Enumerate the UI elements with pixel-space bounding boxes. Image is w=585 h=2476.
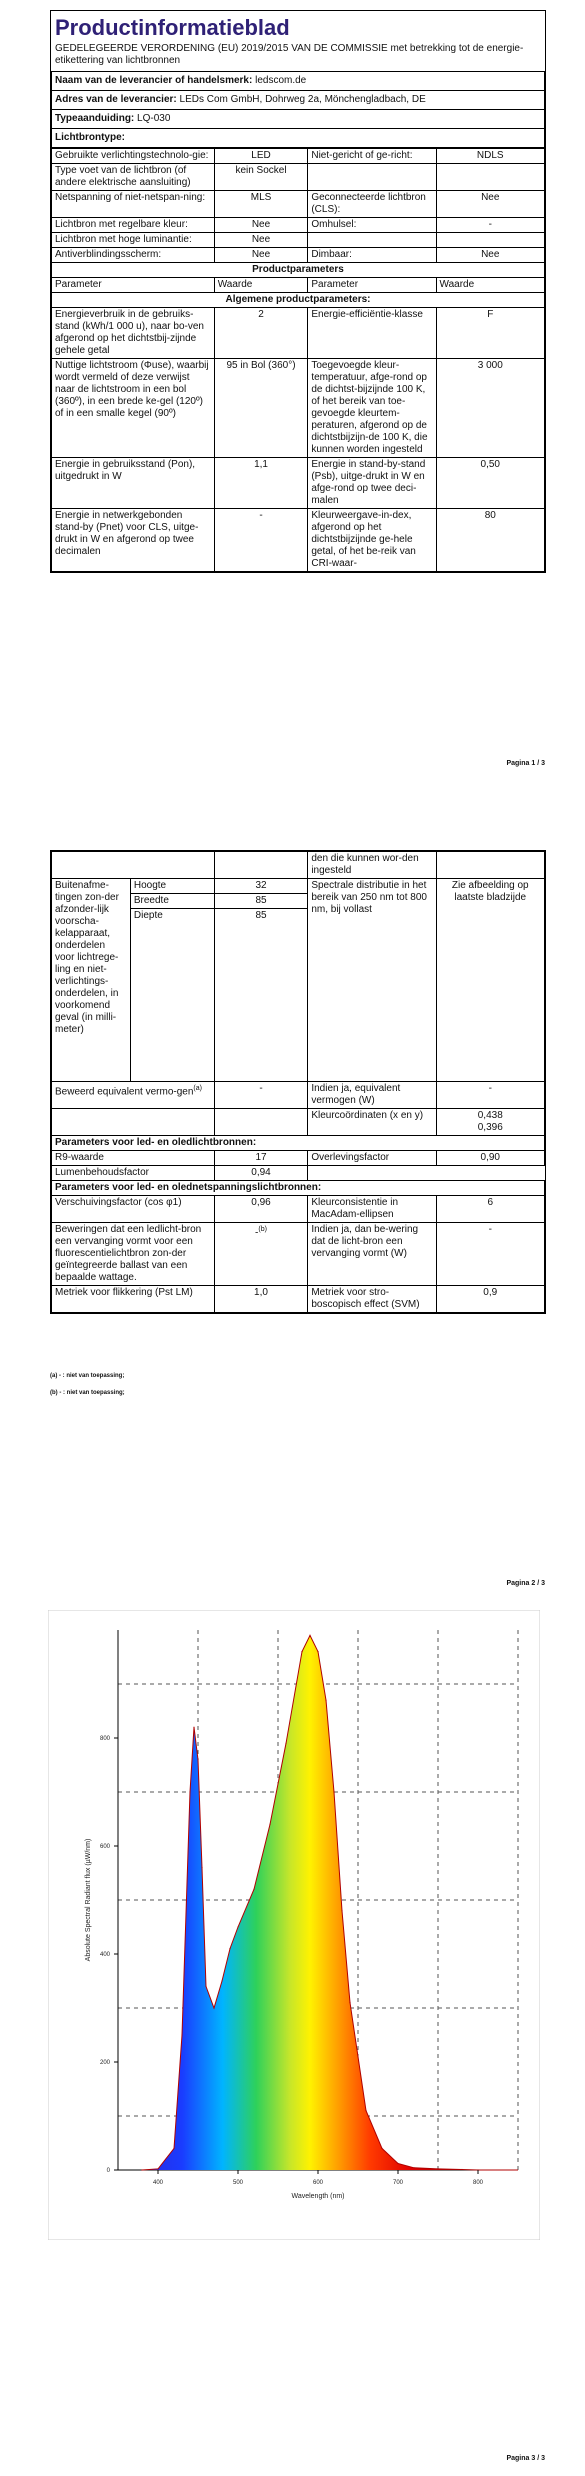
table-row (52, 164, 545, 191)
data-point (201, 1867, 202, 1868)
product-sheet (50, 10, 546, 573)
row-label: Antiverblindingsscherm: (52, 248, 215, 263)
data-point (317, 1651, 318, 1652)
row-value: MLS (214, 191, 308, 218)
strobo-label: Metriek voor stro-boscopisch effect (SVM) (308, 1286, 436, 1313)
claimed-label: Beweerd equivalent vermo-gen (55, 1086, 194, 1098)
table-row (52, 149, 545, 164)
data-point (189, 1791, 190, 1792)
replace-label: Beweringen dat een ledlicht-bron een vervanging vormt voor een fluorescentielichtbron zon-der geïntegreerde ballast van een bepaalde wattage. (52, 1223, 215, 1286)
param-label: Toegevoegde kleur-temperatuur, afge-rond op de dichtst-bijzijnde 100 K, of het bereik van toe-gevoegde kleurtem-peraturen, afgerond op de dichtstbijzijn-de 100 K, die kunnen worden ingesteld (308, 359, 436, 458)
r9-label: R9-waarde (52, 1151, 215, 1166)
table-row (52, 1109, 545, 1136)
claimed-footnote-mark: (a) (193, 1085, 202, 1092)
row-label (308, 164, 436, 191)
data-point (381, 2148, 382, 2149)
data-point (213, 2007, 214, 2008)
param-label: Energie in netwerkgebonden stand-by (Pnet) voor CLS, uitge-drukt in W en afgerond op twee decimalen (52, 509, 215, 572)
section-heading: Algemene productparameters: (52, 293, 545, 308)
data-point (397, 2163, 398, 2164)
table-row (52, 879, 545, 894)
macadam-label: Kleurconsistentie in MacAdam-ellipsen (308, 1196, 436, 1223)
table-row (52, 263, 545, 278)
regulation-subtitle: GEDELEGEERDE VERORDENING (EU) 2019/2015 VAN DE COMMISSIE met betrekking tot de energie-etikettering van lichtbronnen (55, 43, 524, 66)
depth-label: Diepte (130, 909, 214, 1082)
supplier-table (51, 71, 545, 148)
table-row (52, 1181, 545, 1196)
data-point (141, 2169, 142, 2170)
footnote-b: (b) - : niet van toepassing; (50, 1390, 125, 1396)
param-value: 1,1 (214, 458, 308, 509)
param-label: Kleurweergave-in-dex, afgerond op het dichtstbijzijnde ge-hele getal, of het be-reik van CRI-waar- (308, 509, 436, 572)
x-axis-label: Wavelength (nm) (291, 2193, 345, 2200)
param-label: Nuttige lichtstroom (Φuse), waarbij wordt vermeld of deze verwijst naar de lichtstroom in een bol (360º), in een brede ke-gel (120º) of in een smalle kegel (90º) (52, 359, 215, 458)
x-tick-label: 700 (392, 2180, 404, 2186)
page-number: Pagina 3 / 3 (506, 2455, 545, 2462)
data-point (285, 1743, 286, 1744)
data-point (173, 2148, 174, 2149)
table-row (52, 1286, 545, 1313)
table-header-row (52, 278, 545, 293)
data-point (253, 1889, 254, 1890)
survival-value: 0,90 (436, 1151, 545, 1166)
footnote-a: (a) - : niet van toepassing; (50, 1373, 125, 1379)
param-label: Energie-efficiëntie-klasse (308, 308, 436, 359)
table-row (52, 1136, 545, 1151)
continued-label: den die kunnen wor-den ingesteld (308, 852, 436, 879)
spectrum-svg (48, 1610, 540, 2240)
model: LQ-030 (137, 113, 171, 124)
row-value: kein Sockel (214, 164, 308, 191)
survival-label: Overlevingsfactor (308, 1151, 436, 1166)
lumen-value: 0,94 (214, 1166, 308, 1181)
table-row (52, 293, 545, 308)
page-1 (0, 0, 585, 800)
width-label: Breedte (130, 894, 214, 909)
table-row (52, 110, 545, 129)
supplier-name-label: Naam van de leverancier of handelsmerk: (55, 75, 253, 86)
data-point (157, 2168, 158, 2169)
spectral-label: Spectrale distributie in het bereik van 250 nm tot 800 nm, bij vollast (308, 879, 436, 1082)
height-label: Hoogte (130, 879, 214, 894)
page-title: Productinformatieblad (55, 15, 290, 40)
table-row (52, 72, 545, 91)
x-tick-label: 800 (472, 2180, 484, 2186)
data-point (205, 1986, 206, 1987)
dims-table (51, 851, 545, 1313)
table-row (52, 1151, 545, 1166)
section-heading: Parameters voor led- en olednetspanningslichtbronnen: (52, 1181, 545, 1196)
param-label: Energie in gebruiksstand (Pon), uitgedrukt in W (52, 458, 215, 509)
flicker-label: Metriek voor flikkering (Pst LM) (52, 1286, 215, 1313)
param-label: Energieverbruik in de gebruiks-stand (kWh/1 000 u), naar bo-ven afgerond op het dichtstbij-zijnde gehele getal (52, 308, 215, 359)
y-tick-label: 400 (99, 1952, 110, 1958)
row-label: Lichtbron met regelbare kleur: (52, 218, 215, 233)
table-row (52, 308, 545, 359)
row-value: Nee (436, 248, 544, 263)
height-value: 32 (214, 879, 308, 894)
param-value: 2 (214, 308, 308, 359)
macadam-value: 6 (436, 1196, 545, 1223)
row-label: Dimbaar: (308, 248, 436, 263)
page-number: Pagina 2 / 3 (506, 1580, 545, 1587)
row-value: Nee (214, 233, 308, 248)
y-tick-label: 0 (106, 2168, 110, 2174)
strobo-value: 0,9 (436, 1286, 545, 1313)
replace-value: - (255, 1227, 259, 1239)
table-row (52, 129, 545, 148)
row-value: NDLS (436, 149, 544, 164)
page-3 (0, 1610, 585, 2476)
table-row (52, 509, 545, 572)
row-label: Lichtbron met hoge luminantie: (52, 233, 215, 248)
column-header: Parameter (308, 278, 436, 293)
data-point (269, 1824, 270, 1825)
equiv-label: Indien ja, equivalent vermogen (W) (308, 1082, 436, 1109)
spectral-value: Zie afbeelding op laatste bladzijde (436, 879, 545, 1082)
width-value: 85 (214, 894, 308, 909)
address-label: Adres van de leverancier: (55, 94, 177, 105)
replace-yes-value: - (436, 1223, 545, 1286)
row-value: Nee (214, 218, 308, 233)
row-label: Geconnecteerde lichtbron (CLS): (308, 191, 436, 218)
section-heading: Parameters voor led- en oledlichtbronnen: (52, 1136, 545, 1151)
y-axis-label: Absolute Spectral Radiant flux (µW/nm) (85, 1838, 92, 1962)
row-value: Nee (214, 248, 308, 263)
replace-yes-label: Indien ja, dan be-wering dat de licht-bron een vervanging vormt (W) (308, 1223, 436, 1286)
claimed-value: - (214, 1082, 308, 1109)
data-point (333, 1791, 334, 1792)
table-row (52, 1082, 545, 1109)
page-number: Pagina 1 / 3 (506, 760, 545, 767)
param-value: 80 (436, 509, 544, 572)
chroma-label: Kleurcoördinaten (x en y) (308, 1109, 436, 1136)
lumen-label: Lumenbehoudsfactor (52, 1166, 215, 1181)
page-2 (0, 800, 585, 1610)
table-row (52, 1196, 545, 1223)
param-value: 3 000 (436, 359, 544, 458)
data-point (325, 1700, 326, 1701)
y-tick-label: 600 (99, 1844, 110, 1850)
table-row (52, 248, 545, 263)
row-label: Netspanning of niet-netspan-ning: (52, 191, 215, 218)
flicker-value: 1,0 (214, 1286, 308, 1313)
data-point (461, 2169, 462, 2170)
table-row (52, 191, 545, 218)
cosphi-value: 0,96 (214, 1196, 308, 1223)
product-sheet-continued (50, 850, 546, 1314)
equiv-value: - (436, 1082, 545, 1109)
chroma-x: 0,438 (477, 1110, 503, 1121)
data-point (181, 2034, 182, 2035)
spectrum-chart (48, 1610, 540, 2240)
data-point (341, 1910, 342, 1911)
row-value: LED (214, 149, 308, 164)
x-tick-label: 400 (152, 2180, 164, 2186)
table-row (52, 852, 545, 879)
data-point (229, 1948, 230, 1949)
dims-label: Buitenafme-tingen zon-der afzonder-lijk voorscha-kelapparaat, onderdelen voor lichtrege-ling en niet-verlichtings-onderdelen, in voorkomend geval (in milli-meter) (52, 879, 131, 1082)
chroma-y: 0,396 (477, 1122, 503, 1133)
row-value (436, 164, 544, 191)
table-row (52, 458, 545, 509)
data-point (237, 1926, 238, 1927)
type-table (51, 148, 545, 572)
y-tick-label: 200 (99, 2060, 110, 2066)
column-header: Waarde (436, 278, 544, 293)
x-tick-label: 600 (312, 2180, 324, 2186)
param-label: Energie in stand-by-stand (Psb), uitge-drukt in W en afge-rond op twee deci-malen (308, 458, 436, 509)
data-point (309, 1635, 310, 1636)
data-point (349, 2002, 350, 2003)
y-tick-label: 800 (99, 1736, 110, 1742)
row-label: Omhulsel: (308, 218, 436, 233)
column-header: Waarde (214, 278, 308, 293)
address: LEDs Com GmbH, Dohrweg 2a, Mönchengladbach, DE (179, 94, 426, 105)
row-label: Gebruikte verlichtingstechnolo-gie: (52, 149, 215, 164)
data-point (437, 2168, 438, 2169)
data-point (413, 2167, 414, 2168)
data-point (197, 1759, 198, 1760)
row-value (436, 233, 544, 248)
type-label: Lichtbrontype: (52, 129, 545, 148)
row-label: Type voet van de lichtbron (of andere elektrische aansluiting) (52, 164, 215, 191)
table-row (52, 1223, 545, 1286)
column-header: Parameter (52, 278, 215, 293)
data-point (365, 2110, 366, 2111)
table-row (52, 359, 545, 458)
section-heading: Productparameters (52, 263, 545, 278)
row-value: Nee (436, 191, 544, 218)
param-value: 95 in Bol (360°) (214, 359, 308, 458)
row-label: Niet-gericht of ge-richt: (308, 149, 436, 164)
row-label (308, 233, 436, 248)
data-point (301, 1651, 302, 1652)
row-value: - (436, 218, 544, 233)
data-point (221, 1980, 222, 1981)
param-value: 0,50 (436, 458, 544, 509)
supplier-name: ledscom.de (255, 75, 307, 86)
table-row (52, 1166, 545, 1181)
model-label: Typeaanduiding: (55, 113, 135, 124)
cosphi-label: Verschuivingsfactor (cos φ1) (52, 1196, 215, 1223)
replace-footnote-mark: (b) (258, 1226, 267, 1233)
data-point (193, 1727, 194, 1728)
r9-value: 17 (214, 1151, 308, 1166)
param-value: - (214, 509, 308, 572)
x-tick-label: 500 (232, 2180, 244, 2186)
table-row (52, 91, 545, 110)
table-row (52, 233, 545, 248)
param-value: F (436, 308, 544, 359)
table-row (52, 218, 545, 233)
depth-value: 85 (214, 909, 308, 1082)
